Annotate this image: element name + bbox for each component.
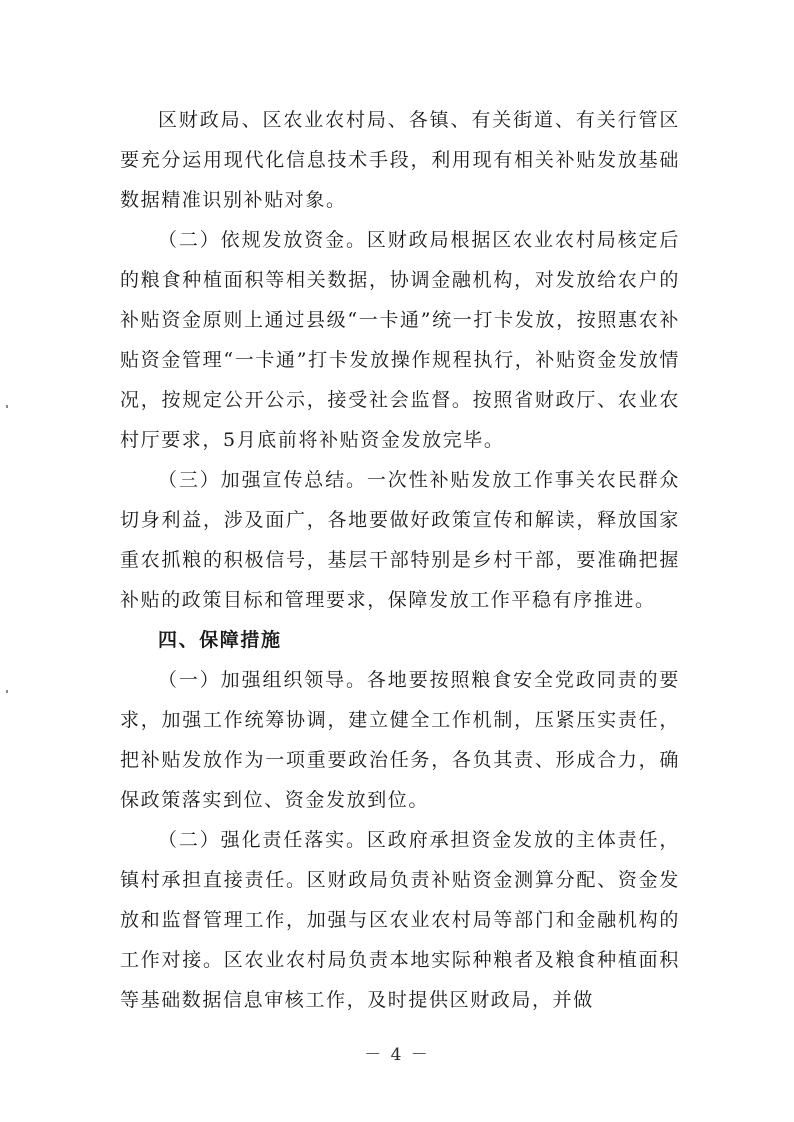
paragraph-intro: 区财政局、区农业农村局、各镇、有关街道、有关行管区要充分运用现代化信息技术手段，利用现有相关补贴发放基础数据精准识别补贴对象。 bbox=[120, 109, 680, 211]
paragraph-funds-distribution: （二）依规发放资金。区财政局根据区农业农村局核定后的粮食种植面积等相关数据，协调金融机构，对发放给农户的补贴资金原则上通过县级“一卡通”统一打卡发放，按照惠农补贴资金管理“一卡通”打卡发放操作规程执行，补贴资金发放情况，按规定公开公示，接受社会监督。按照省财政厅、农业农村厅要求，5月底前将补贴资金发放完毕。 bbox=[120, 229, 680, 451]
margin-mark bbox=[6, 405, 8, 408]
margin-mark bbox=[6, 690, 8, 693]
page-number: － 4 － bbox=[364, 1045, 430, 1065]
paragraph-organization: （一）加强组织领导。各地要按照粮食安全党政同责的要求，加强工作统筹协调，建立健全工作机制，压紧压实责任，把补贴发放作为一项重要政治任务，各负其责、形成合力，确保政策落实到位、资金发放到位。 bbox=[120, 669, 680, 811]
paragraph-publicity: （三）加强宣传总结。一次性补贴发放工作事关农民群众切身利益，涉及面广，各地要做好政策宣传和解读，释放国家重农抓粮的积极信号，基层干部特别是乡村干部，要准确把握补贴的政策目标和管理要求，保障发放工作平稳有序推进。 bbox=[120, 469, 680, 611]
section-heading: 四、保障措施 bbox=[158, 629, 282, 651]
document-body bbox=[120, 100, 680, 1020]
paragraph-responsibility: （二）强化责任落实。区政府承担资金发放的主体责任，镇村承担直接责任。区财政局负责补贴资金测算分配、资金发放和监督管理工作，加强与区农业农村局等部门和金融机构的工作对接。区农业农村局负责本地实际种粮者及粮食种植面积等基础数据信息审核工作，及时提供区财政局，并做 bbox=[120, 829, 680, 1011]
